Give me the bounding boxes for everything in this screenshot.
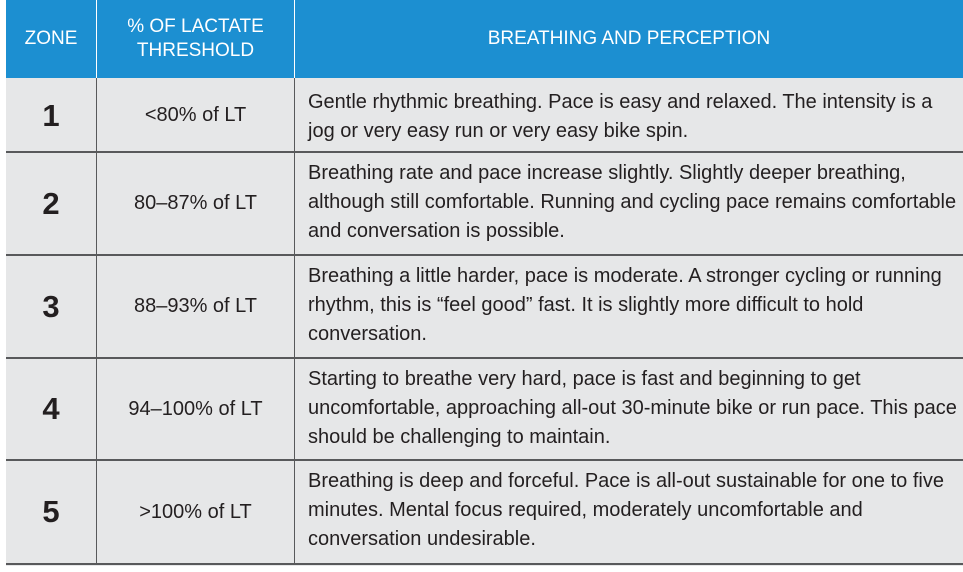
breathing-description: Starting to breathe very hard, pace is fast and beginning to get uncomfortable, approaching all-out 30-minute bike or run pace. This pace should be challenging to maintain. [308,368,957,448]
column-divider [294,78,295,563]
table-row [6,256,963,357]
header-breathing: BREATHING AND PERCEPTION [487,28,771,49]
threshold-percent: 94–100% of LT [128,397,263,420]
row-divider [6,563,963,565]
table-row [6,153,963,254]
lactate-threshold-zones-table [6,0,963,566]
column-divider [96,78,97,563]
threshold-percent: <80% of LT [144,104,247,126]
table-row [6,359,963,459]
table-header [6,0,963,78]
breathing-description: Breathing is deep and forceful. Pace is all-out sustainable for one to five minutes. Mental focus required, moderately uncomfortable and conversation undesirable. [308,470,944,550]
table-row [6,80,963,151]
threshold-percent: >100% of LT [139,500,252,523]
zone-number: 1 [42,97,60,133]
table-row [6,461,963,563]
breathing-description: Breathing a little harder, pace is moderate. A stronger cycling or running rhythm, this is “feel good” fast. It is slightly more difficult to hold conversation. [308,265,942,345]
threshold-percent: 80–87% of LT [133,192,258,214]
zone-number: 4 [42,391,60,426]
zone-number: 5 [42,494,60,529]
breathing-description: Breathing rate and pace increase slightly. Slightly deeper breathing, although still comfortable. Running and cycling pace remains comfortable and conversation is possible. [308,162,957,242]
header-threshold: % OF LACTATE THRESHOLD [127,16,264,61]
header-zone: ZONE [24,28,78,49]
zone-number: 2 [42,185,60,221]
threshold-percent: 88–93% of LT [133,295,258,317]
zone-number: 3 [42,288,60,324]
breathing-description: Gentle rhythmic breathing. Pace is easy and relaxed. The intensity is a jog or very easy run or very easy bike spin. [308,91,933,142]
